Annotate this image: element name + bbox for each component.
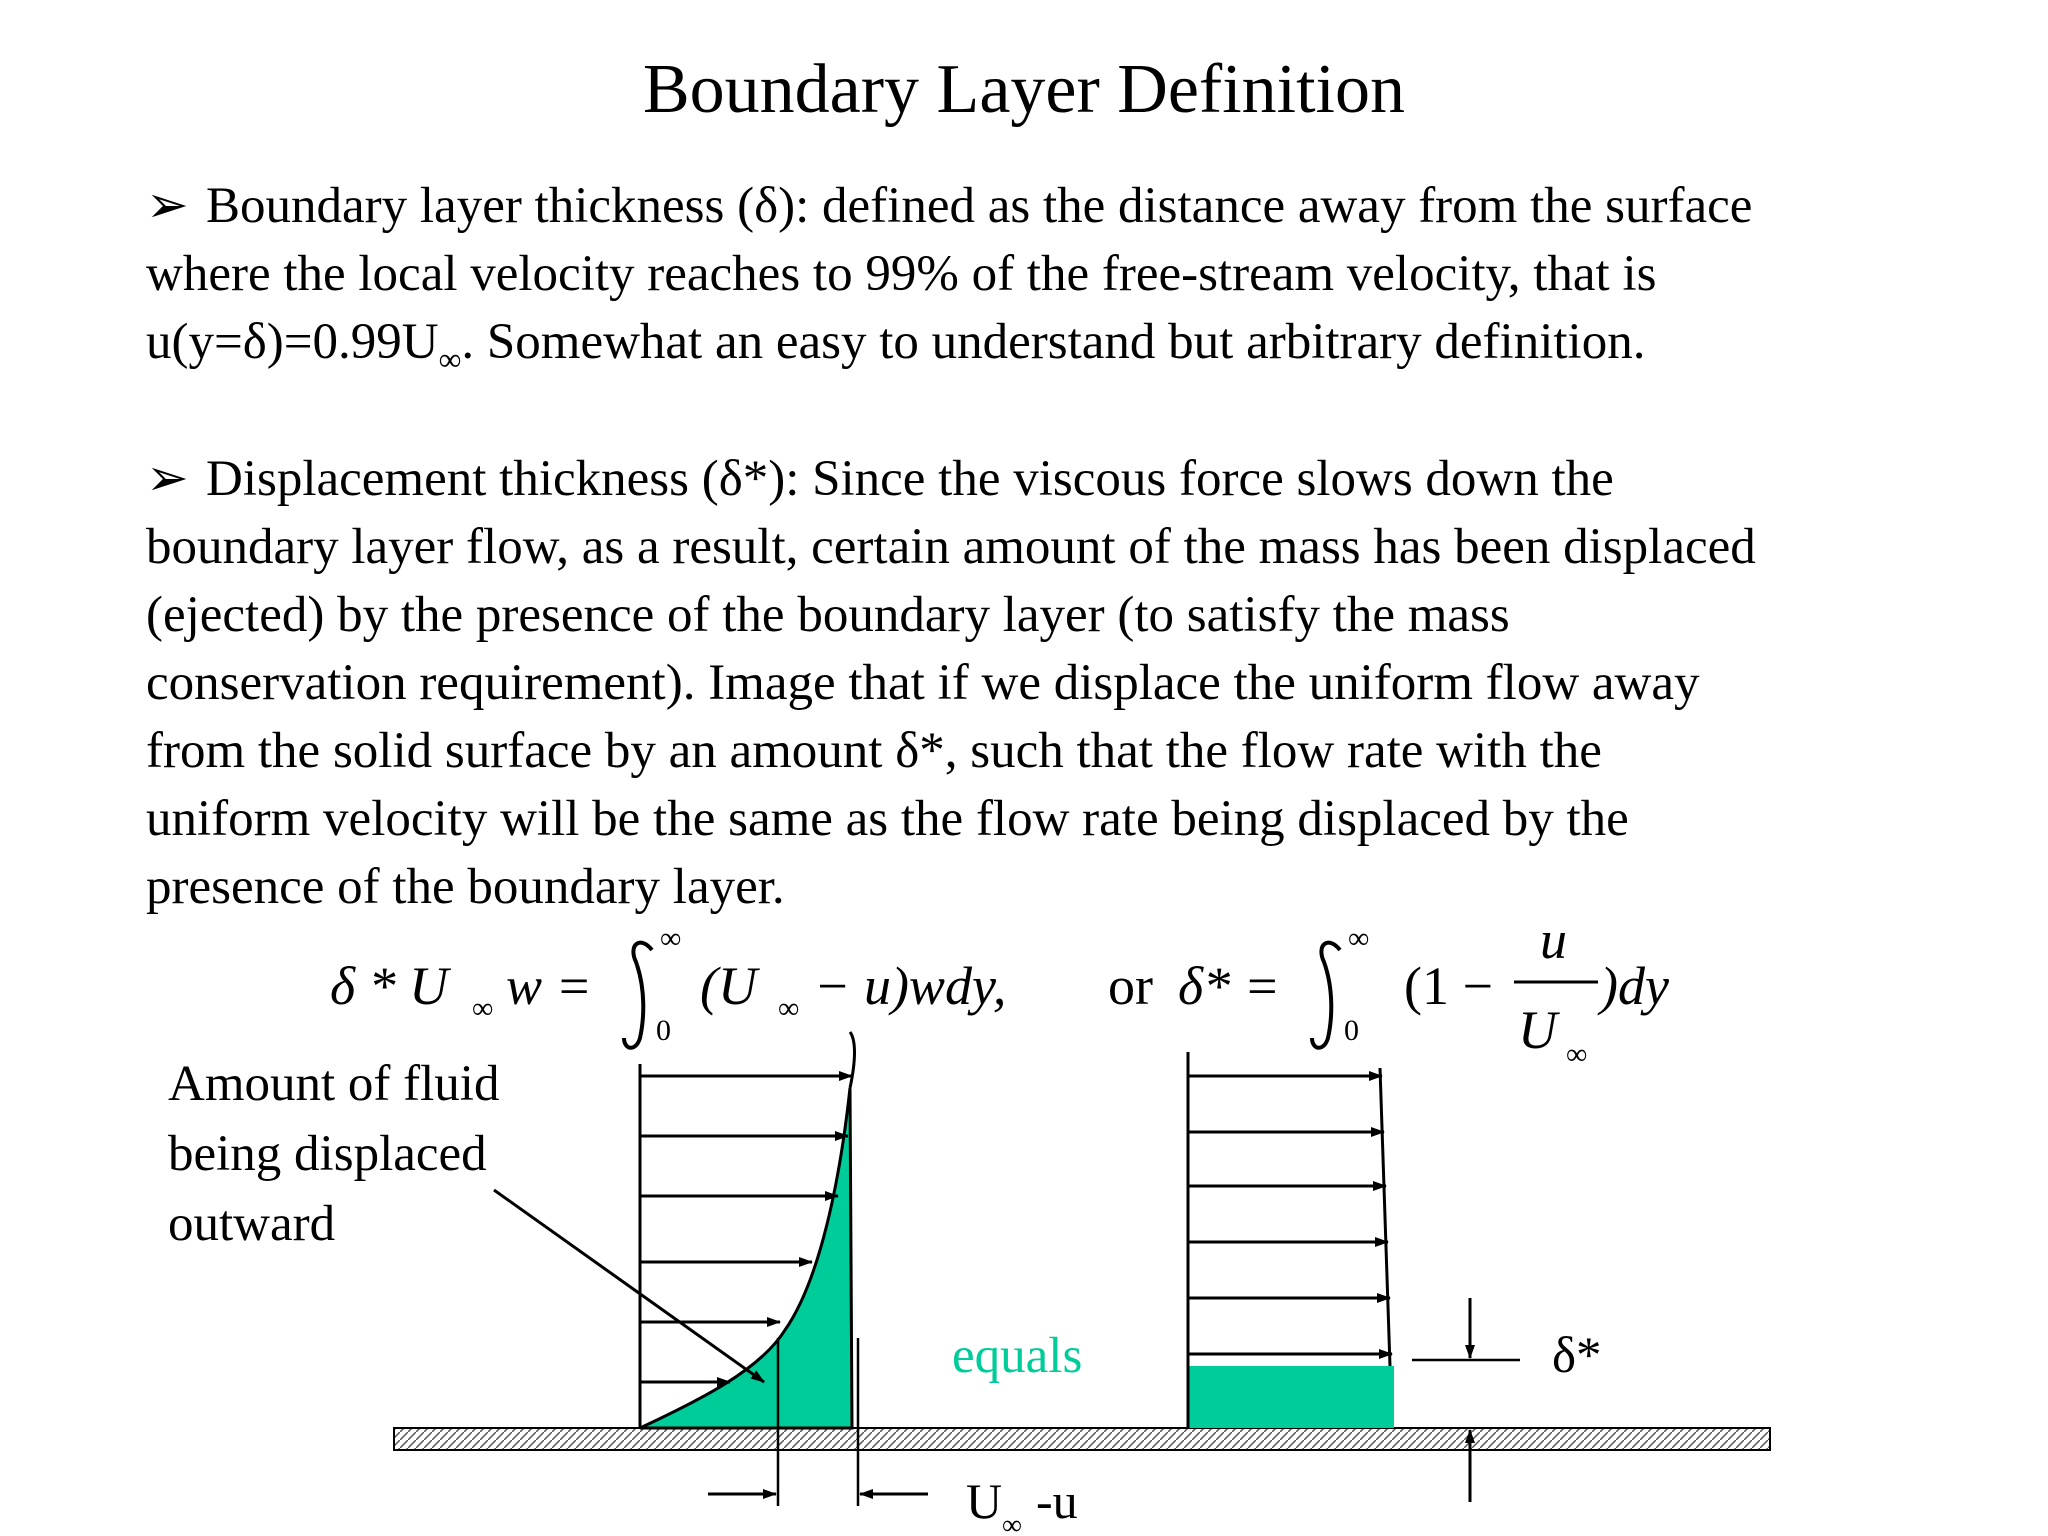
- text-line: Boundary layer thickness (δ): defined as the distance away from the surface: [206, 178, 1753, 234]
- text-segment: u(y=δ)=0.99U: [146, 314, 439, 370]
- equation-lhs: δ * U: [330, 956, 449, 1016]
- text-line: boundary layer flow, as a result, certain amount of the mass has been displaced: [146, 519, 1756, 575]
- integral-upper-limit: ∞: [660, 922, 682, 955]
- arrow-bullet-icon: ➢: [146, 451, 189, 507]
- integrand-part: − u)wdy,: [814, 956, 1007, 1016]
- text-line: uniform velocity will be the same as the flow rate being displaced by the: [146, 791, 1629, 847]
- integral-lower-limit: 0: [656, 1014, 671, 1047]
- arrow-bullet-icon: ➢: [146, 178, 189, 234]
- integrand-part: (1 −: [1404, 956, 1493, 1016]
- callout-arrow: [494, 1190, 764, 1382]
- displacement-thickness-equation: [330, 910, 1669, 1071]
- text-line: Displacement thickness (δ*): Since the viscous force slows down the: [206, 451, 1614, 507]
- fraction-denominator: U: [1518, 1000, 1557, 1060]
- fraction-denominator-subscript: ∞: [1566, 1038, 1588, 1071]
- equation-rhs-lhs: δ* =: [1178, 956, 1281, 1016]
- velocity-difference-label: U: [966, 1473, 1003, 1529]
- velocity-difference-rest: -u: [1036, 1473, 1078, 1529]
- integral-sign: [624, 943, 652, 1048]
- equation-lhs-w: w =: [506, 956, 592, 1016]
- text-line: where the local velocity reaches to 99% of the free-stream velocity, that is: [146, 246, 1657, 302]
- text-line: conservation requirement). Image that if we displace the uniform flow away: [146, 655, 1700, 711]
- text-line: from the solid surface by an amount δ*, such that the flow rate with the: [146, 723, 1602, 779]
- equation-lhs-subscript: ∞: [472, 992, 494, 1025]
- integrand-part: (U: [700, 956, 757, 1016]
- callout-line: outward: [168, 1196, 336, 1252]
- integral-upper-limit: ∞: [1348, 922, 1370, 955]
- infinity-subscript: ∞: [438, 341, 462, 377]
- integral-sign: [1312, 943, 1340, 1048]
- velocity-difference-subscript: ∞: [1002, 1510, 1022, 1536]
- equation-or: or: [1108, 956, 1153, 1016]
- text-line: (ejected) by the presence of the boundary layer (to satisfy the mass: [146, 587, 1510, 643]
- solid-wall: [394, 1428, 1770, 1450]
- integrand-part: )dy: [1600, 956, 1669, 1016]
- equals-label: equals: [952, 1328, 1083, 1384]
- callout-line: Amount of fluid: [168, 1056, 500, 1112]
- page-title: Boundary Layer Definition: [642, 51, 1405, 128]
- text-segment: . Somewhat an easy to understand but arbitrary definition.: [461, 314, 1646, 370]
- velocity-profile-curve: [850, 1032, 855, 1088]
- displacement-thickness-block: [1188, 1366, 1394, 1428]
- delta-star-label: δ*: [1552, 1328, 1602, 1384]
- uniform-velocity-arrows: [1188, 1076, 1392, 1354]
- integrand-subscript: ∞: [778, 992, 800, 1025]
- integral-lower-limit: 0: [1344, 1014, 1359, 1047]
- text-line: presence of the boundary layer.: [146, 859, 785, 915]
- fraction-numerator: u: [1540, 910, 1567, 970]
- displaced-profile-edge: [1380, 1068, 1390, 1366]
- callout-line: being displaced: [168, 1126, 487, 1182]
- velocity-deficit-region: [640, 1088, 852, 1428]
